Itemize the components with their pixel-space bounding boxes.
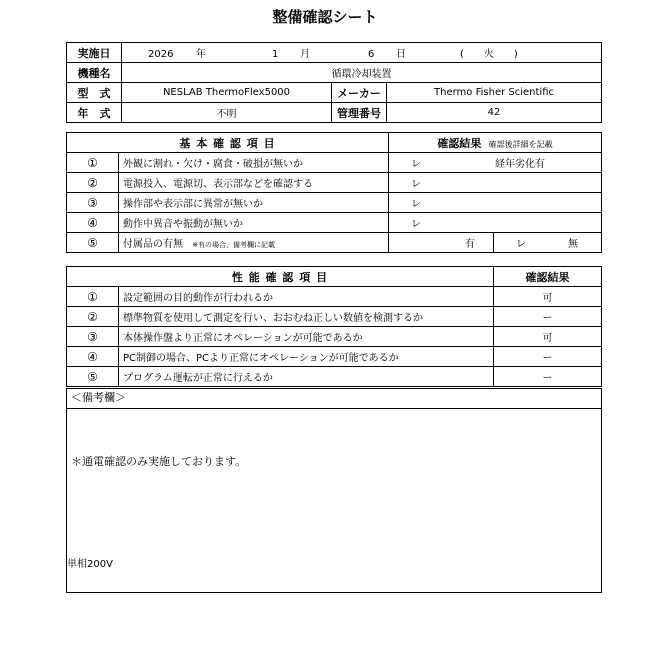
row-number: ③ — [67, 327, 119, 347]
row-result: 可 — [494, 327, 602, 347]
row-result — [389, 153, 602, 173]
row-text: 標準物質を使用して測定を行い、おおむね正しい数値を検測するか — [119, 307, 494, 327]
table-row — [67, 287, 602, 307]
row-result: ー — [494, 367, 602, 387]
date-label: 実施日 — [67, 43, 122, 63]
row-text: 電源投入、電源切、表示部などを確認する — [119, 173, 389, 193]
basic-check-table — [66, 132, 602, 253]
table-row — [67, 327, 602, 347]
table-row — [67, 173, 602, 193]
table-row — [67, 193, 602, 213]
row-result — [389, 173, 602, 193]
remarks-table — [66, 388, 602, 593]
date-value — [122, 43, 602, 63]
row-text — [119, 233, 389, 253]
date-month-unit: 月 — [300, 49, 310, 60]
basic-header: 基 本 確 認 項 目 — [67, 133, 389, 153]
row-text: 設定範囲の目的動作が行われるか — [119, 287, 494, 307]
row-text: 外観に割れ・欠け・腐食・破損が無いか — [119, 153, 389, 173]
date-day-unit: 日 — [396, 49, 406, 60]
type-value: NESLAB ThermoFlex5000 — [122, 83, 332, 103]
check-mark: レ — [411, 159, 421, 170]
row-text: PC制御の場合、PCより正常にオペレーションが可能であるか — [119, 347, 494, 367]
accessories-yes — [389, 233, 494, 253]
row-number: ② — [67, 307, 119, 327]
accessories-text: 付属品の有無 — [123, 239, 183, 250]
row-text: 操作部や表示部に異常が無いか — [119, 193, 389, 213]
row-number: ① — [67, 153, 119, 173]
performance-result-title: 確認結果 — [525, 270, 570, 284]
date-year-unit: 年 — [196, 49, 206, 60]
mgmt-value: 42 — [387, 103, 602, 123]
row-result: ー — [494, 307, 602, 327]
performance-result-header — [494, 267, 602, 287]
accessories-note: ※有の場合、備考欄に記載 — [192, 241, 276, 249]
basic-result-note: 確認後詳細を記載 — [488, 139, 553, 149]
performance-check-table — [66, 266, 602, 387]
check-mark: レ — [411, 199, 421, 210]
row-text: 動作中異音や振動が無いか — [119, 213, 389, 233]
performance-header: 性 能 確 認 項 目 — [67, 267, 494, 287]
page-title: 整備確認シート — [272, 8, 378, 26]
row-result: ー — [494, 347, 602, 367]
basic-result-header — [389, 133, 602, 153]
remarks-note: ＊通電確認のみ実施しております。 — [71, 455, 247, 468]
check-mark: レ — [411, 179, 421, 190]
check-mark: レ — [516, 239, 526, 250]
row-number: ① — [67, 287, 119, 307]
model-value: 循環冷却装置 — [122, 63, 602, 83]
basic-result-title: 確認結果 — [437, 136, 482, 150]
date-weekday: ( 火 ) — [460, 49, 518, 60]
table-row — [67, 233, 602, 253]
year-label: 年 式 — [67, 103, 122, 123]
maker-value: Thermo Fisher Scientific — [387, 83, 602, 103]
date-year: 2026 — [148, 49, 174, 60]
maker-label: メーカー — [332, 83, 387, 103]
remarks-power: 単相200V — [67, 559, 113, 570]
table-row — [67, 307, 602, 327]
no-label: 無 — [568, 239, 578, 250]
mgmt-label: 管理番号 — [332, 103, 387, 123]
table-row — [67, 153, 602, 173]
info-table — [66, 42, 602, 123]
model-label: 機種名 — [67, 63, 122, 83]
table-row — [67, 367, 602, 387]
row-number: ③ — [67, 193, 119, 213]
row-number: ④ — [67, 213, 119, 233]
row-number: ④ — [67, 347, 119, 367]
table-row — [67, 347, 602, 367]
remarks-body — [67, 409, 602, 593]
remarks-header: ＜備考欄＞ — [67, 389, 602, 409]
table-row — [67, 213, 602, 233]
row-number: ② — [67, 173, 119, 193]
row-text: 本体操作盤より正常にオペレーションが可能であるか — [119, 327, 494, 347]
row-detail: 経年劣化有 — [495, 159, 545, 170]
type-label: 型 式 — [67, 83, 122, 103]
accessories-no — [494, 233, 602, 253]
row-result — [389, 193, 602, 213]
date-day: 6 — [368, 49, 375, 60]
check-mark: レ — [411, 219, 421, 230]
row-number: ⑤ — [67, 367, 119, 387]
row-result: 可 — [494, 287, 602, 307]
year-value: 不明 — [122, 103, 332, 123]
row-number: ⑤ — [67, 233, 119, 253]
yes-label: 有 — [465, 239, 475, 250]
date-month: 1 — [272, 49, 279, 60]
row-result — [389, 213, 602, 233]
row-text: プログラム運転が正常に行えるか — [119, 367, 494, 387]
